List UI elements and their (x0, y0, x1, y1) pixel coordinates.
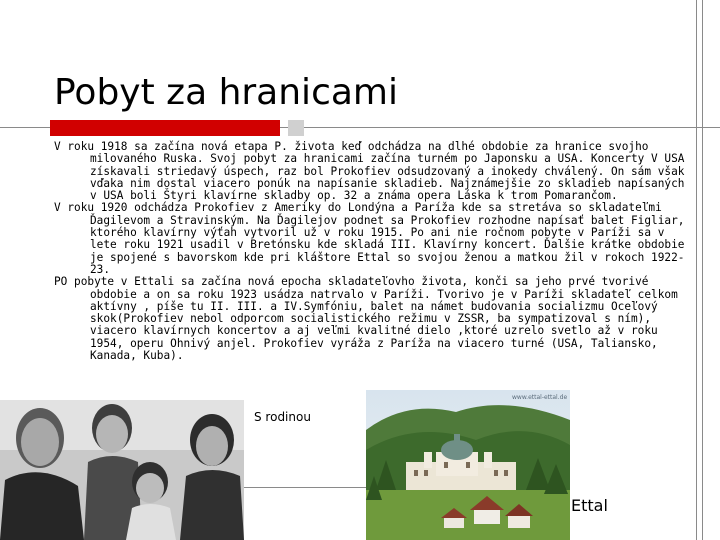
family-photo-drawing (0, 400, 244, 540)
family-photo (0, 400, 244, 540)
decorative-vertical-line (702, 0, 703, 540)
paragraph-1920: V roku 1920 odchádza Prokofiev z Ameriky do Londýna a Paríža kde sa stretáva so skladateľmi Ďagilevom a Stravinským. Na Ďagilejov podnet sa Prokofiev rozhodne napísať balet Figliar, ktorého klavírny výťah vytvoril už v roku 1915. Po ani nie ročnom pobyte v Paríži sa v lete roku 1921 usadil v Bretónsku kde skladá III. Klavírny koncert. Ďalšie krátke obdobie je spojené s bavorskom kde pri kláštore Ettal so svojou ženou a matkou žil v rokoch 1922-23. (54, 201, 685, 276)
ettal-photo-drawing (366, 390, 570, 540)
paragraph-1918: V roku 1918 sa začína nová etapa P. života keď odchádza na dlhé obdobie za hranice svojho milovaného Ruska. Svoj pobyt za hranicami začína turném po Japonsku a USA. Koncerty V USA získavali striedavý úspech, raz bol Prokofiev odsudzovaný a inokedy chválený. On sám však vďaka nim dostal viacero ponúk na napísanie skladieb. Najznámejšie zo skladieb napísaných v USA boli Štyri klavírne skladby op. 32 a známa opera Láska k trom Pomarančom. (54, 140, 685, 203)
title-accent-square (288, 120, 304, 136)
ettal-photo-caption: Ettal (571, 496, 608, 515)
slide-body (54, 141, 694, 362)
family-photo-caption: S rodinou (254, 410, 311, 424)
slide-title: Pobyt za hranicami (54, 72, 398, 113)
paragraph-paris: PO pobyte v Ettali sa začína nová epocha skladateľovho života, konči sa jeho prvé tvorivé obdobie a on sa roku 1923 usádza natrvalo v Paríži. Tvorivo je v Paríži skladateľ celkom aktívny , píše tu II. III. a IV.Symfóniu, balet na námet budovania socializmu Oceľový skok(Prokofiev nebol odporcom socialistického režimu v ZSSR, ba sympatizoval s ním), viacero klavírnych koncertov a aj veľmi kvalitné dielo ,ktoré uzrelo svetlo až v roku 1954, operu Ohnivý anjel. Prokofiev vyráža z Paríža na viacero turné (USA, Taliansko, Kanada, Kuba). (54, 275, 678, 363)
decorative-vertical-line (696, 0, 697, 540)
decorative-line (244, 487, 366, 488)
ettal-photo-watermark: www.ettal-ettal.de (512, 394, 568, 401)
ettal-photo (366, 390, 570, 540)
title-accent-bar (50, 120, 280, 136)
